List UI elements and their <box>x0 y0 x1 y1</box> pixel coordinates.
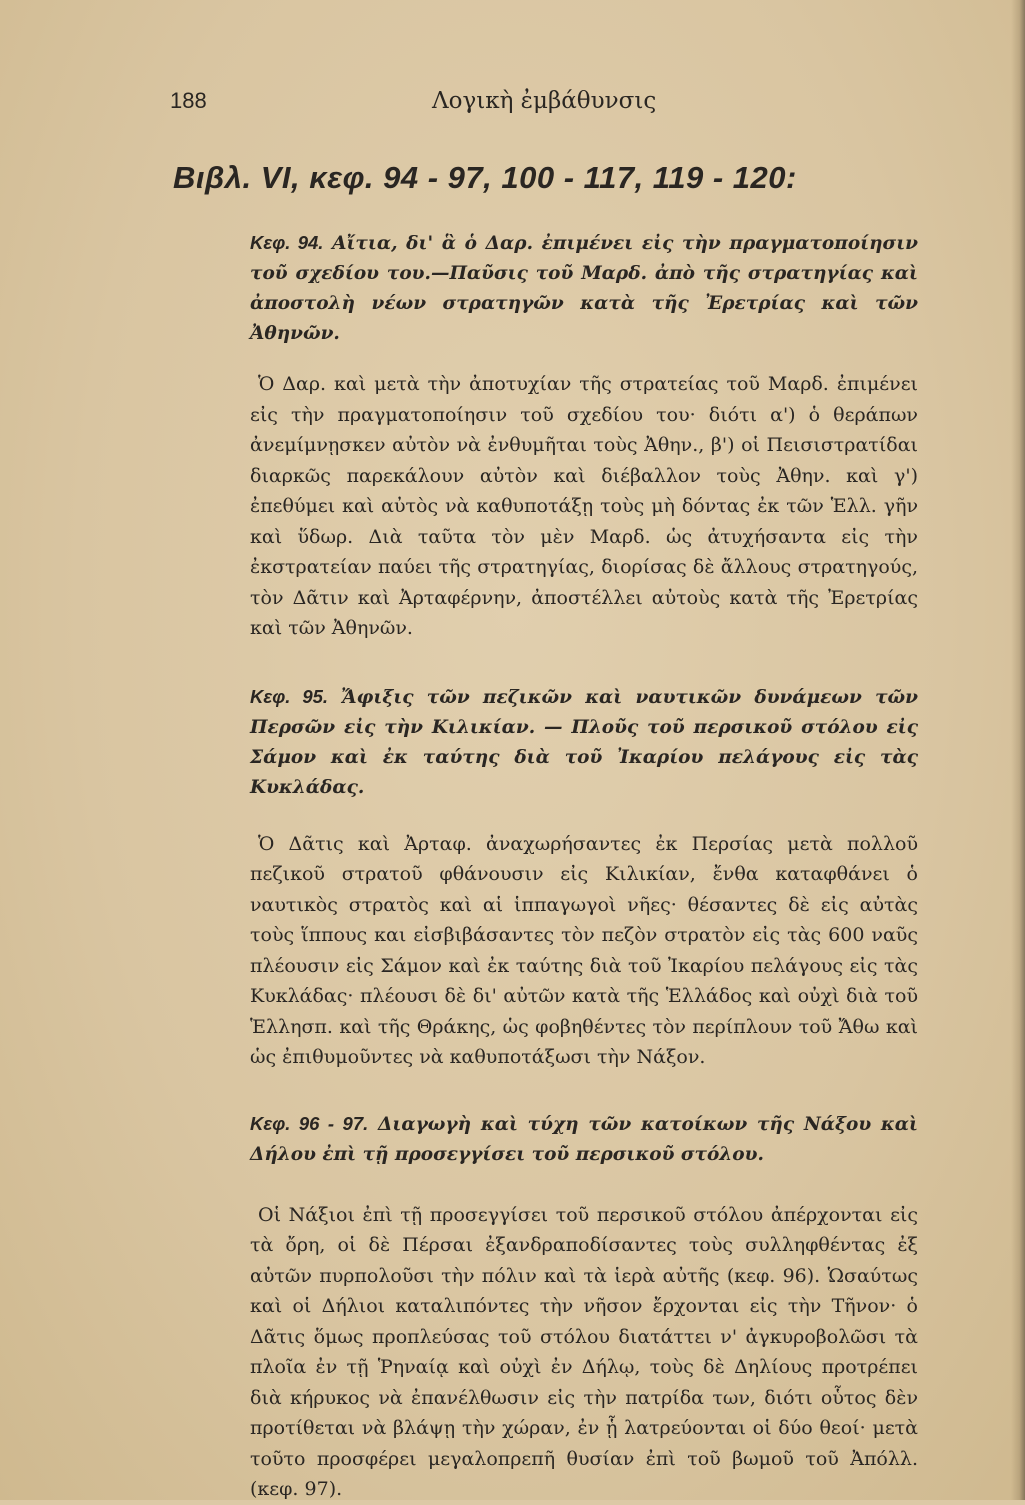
running-title: Λογικὴ ἐμβάθυνσις <box>432 88 657 114</box>
body-paragraph: Ὁ Δᾶτις καὶ Ἀρταφ. ἀναχωρήσαντες ἐκ Περσίας μετὰ πολλοῦ πεζικοῦ στρατοῦ φθάνουσιν εἰς Κιλικίαν, ἔνθα καταφθάνει ὁ ναυτικὸς στρατὸς καὶ αἱ ἱππαγωγοὶ νῆες· θέσαντες δὲ εἰς αὐτὰς τοὺς ἵππους και εἰσβιβάσαντες τὸν πεζὸν στρατὸν εἰς τὰς 600 ναῦς πλέουσιν εἰς Σάμον καὶ ἐκ ταύτης διὰ τοῦ Ἰκαρίου πελάγους εἰς τὰς Κυκλάδας· πλέουσι δὲ δι' αὐτῶν κατὰ τῆς Ἑλλάδος καὶ οὐχὶ διὰ τοῦ Ἑλλησπ. καὶ τῆς Θράκης, ὡς φοβηθέντες τὸν περίπλουν τοῦ Ἄθω καὶ ὡς ἐπιθυμοῦντες νὰ καθυποτάξωσι τὴν Νάξον. <box>250 832 918 1068</box>
summary-text: Διαγωγὴ καὶ τύχη τῶν κατοίκων τῆς Νάξου καὶ Δήλου ἐπὶ τῇ προσεγγίσει τοῦ περσικοῦ στόλου. <box>250 1113 918 1165</box>
chapter-summary <box>250 1109 918 1170</box>
book-chapter-heading: Βιβλ. VI, κεφ. 94 - 97, 100 - 117, 119 - 120: <box>173 160 797 195</box>
page-content <box>250 228 918 1505</box>
page-number: 188 <box>170 88 207 113</box>
chapter-label: Κεφ. 94. <box>250 232 324 253</box>
running-head <box>170 88 916 122</box>
section-ch95 <box>250 682 918 1073</box>
chapter-summary <box>250 228 918 349</box>
chapter-label: Κεφ. 96 - 97. <box>250 1112 369 1134</box>
page-edge-shadow <box>1011 0 1025 1500</box>
summary-text: Αἴτια, δι' ἃ ὁ Δαρ. ἐπιμένει εἰς τὴν πραγματοποίησιν τοῦ σχεδίου του.—Παῦσις τοῦ Μαρδ. ἀπὸ τῆς στρατηγίας καὶ ἀποστολὴ νέων στρατηγῶν κατὰ τῆς Ἐρετρίας καὶ τῶν Ἀθηνῶν. <box>250 233 918 344</box>
body-paragraph: Οἱ Νάξιοι ἐπὶ τῇ προσεγγίσει τοῦ περσικοῦ στόλου ἀπέρχονται εἰς τὰ ὄρη, οἱ δὲ Πέρσαι ἐξανδραποδίσαντες τοὺς συλληφθέντας ἐξ αὐτῶν πυρπολοῦσι τὴν πόλιν καὶ τὰ ἱερὰ αὐτῆς (κεφ. 96). Ὡσαύτως καὶ οἱ Δήλιοι καταλιπόντες τὴν νῆσον ἔρχονται εἰς τὴν Τῆνον· ὁ Δᾶτις ὅμως προπλεύσας τοῦ στόλου διατάττει ν' ἀγκυροβολῶσι τὰ πλοῖα ἐν τῇ Ῥηναίᾳ καὶ οὐχὶ ἐν Δήλῳ, τοὺς δὲ Δηλίους προτρέπει διὰ κήρυκος νὰ ἐπανέλθωσιν εἰς τὴν πατρίδα των, διότι οὗτος δὲν προτίθεται νὰ βλάψῃ τὴν χώραν, ἐν ᾗ λατρεύονται οἱ δύο θεοί· μετὰ τοῦτο προσφέρει μεγαλοπρεπῆ θυσίαν ἐπὶ τοῦ βωμοῦ τοῦ Ἀπόλλ. (κεφ. 97). <box>250 1203 918 1500</box>
chapter-summary <box>250 682 918 803</box>
section-ch96-97 <box>250 1109 918 1505</box>
summary-text: Ἄφιξις τῶν πεζικῶν καὶ ναυτικῶν δυνάμεων τῶν Περσῶν εἰς τὴν Κιλικίαν. — Πλοῦς τοῦ περσικοῦ στόλου εἰς Σάμον καὶ ἐκ ταύτης διὰ τοῦ Ἰκαρίου πελάγους εἰς τὰς Κυκλάδας. <box>250 686 918 798</box>
body-paragraph: Ὁ Δαρ. καὶ μετὰ τὴν ἀποτυχίαν τῆς στρατείας τοῦ Μαρδ. ἐπιμένει εἰς τὴν πραγματοποίησιν τοῦ σχεδίου του· διότι α') ὁ θεράπων ἀνεμίμνῃσκεν αὐτὸν νὰ ἐνθυμῆται τοὺς Ἀθην., β') οἱ Πεισιστρατίδαι διαρκῶς παρεκάλουν αὐτὸν καὶ διέβαλλον τοὺς Ἀθην. καὶ γ') ἐπεθύμει καὶ αὐτὸς νὰ καθυποτάξῃ τοὺς μὴ δόντας ἐκ τῶν Ἑλλ. γῆν καὶ ὕδωρ. Διὰ ταῦτα τὸν μὲν Μαρδ. ὡς ἀτυχήσαντα εἰς τὴν ἐκστρατείαν παύει τῆς στρατηγίας, διορίσας δὲ ἄλλους στρατηγούς, τὸν Δᾶτιν καὶ Ἀρταφέρνην, ἀποστέλλει αὐτοὺς κατὰ τῆς Ἐρετρίας καὶ τῶν Ἀθηνῶν. <box>250 373 918 639</box>
chapter-label: Κεφ. 95. <box>250 685 329 707</box>
section-ch94 <box>250 228 918 644</box>
